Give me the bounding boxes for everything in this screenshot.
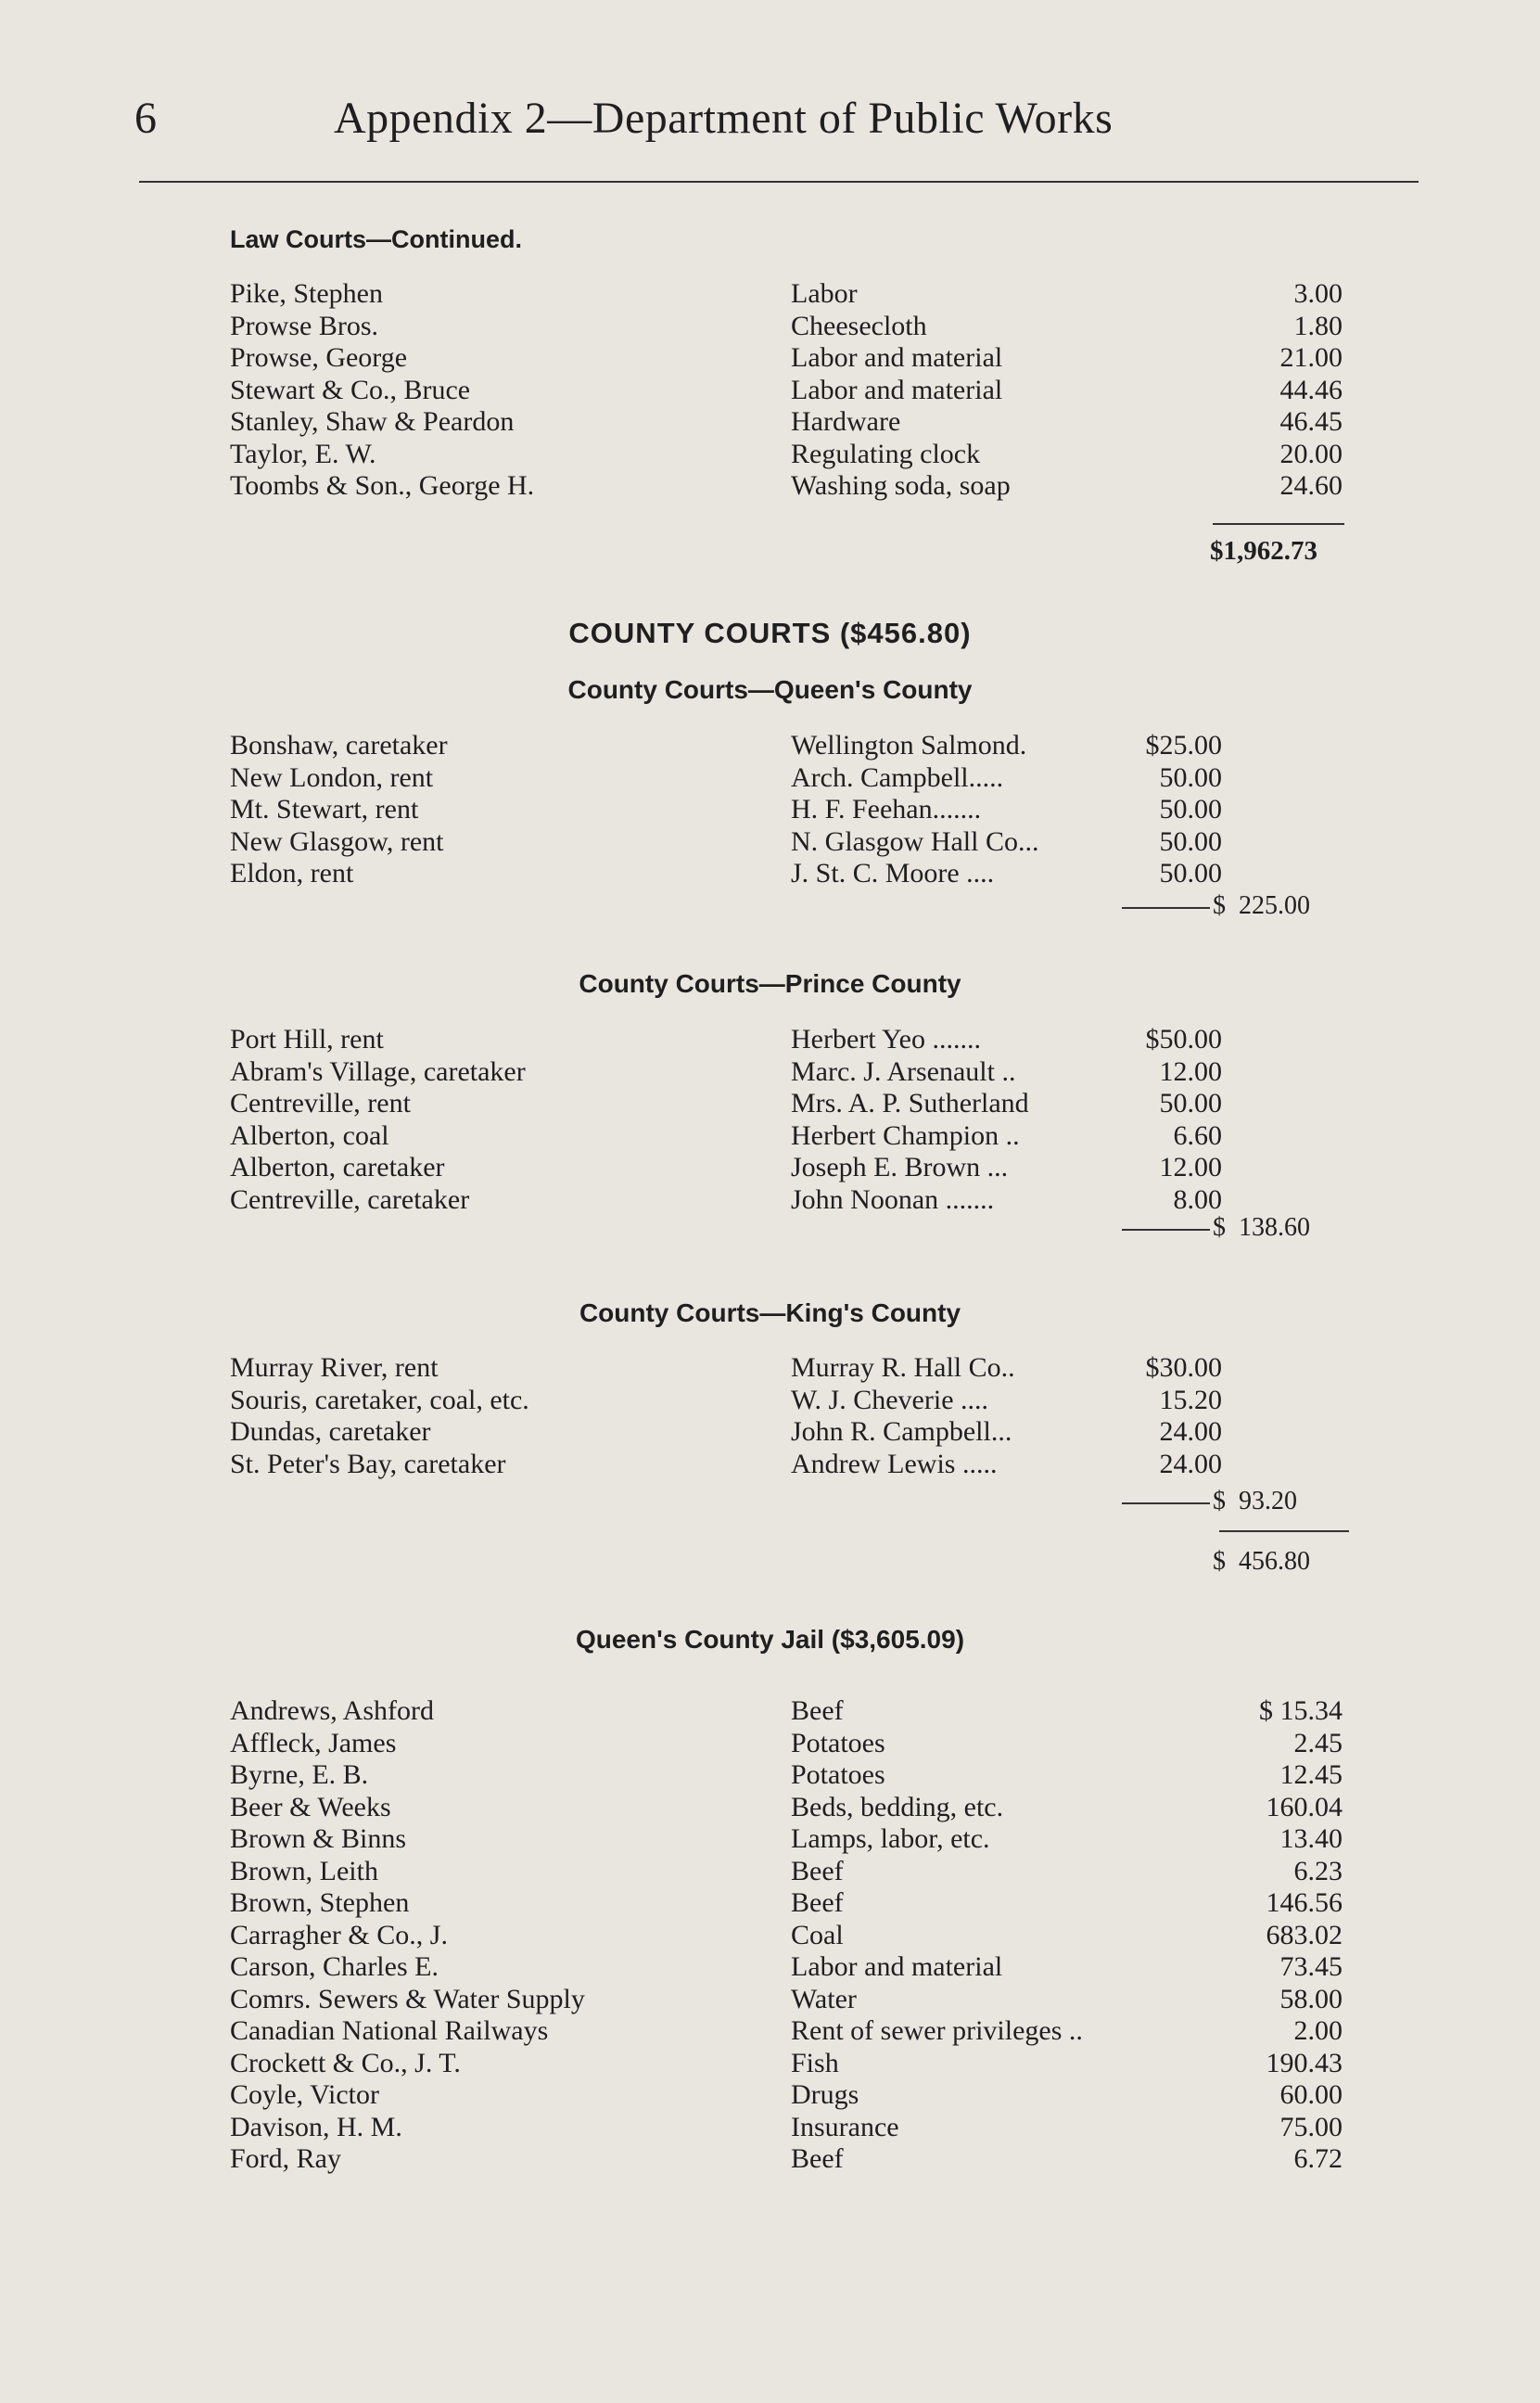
table-row bbox=[230, 1823, 1361, 1856]
table-row bbox=[230, 1024, 1361, 1056]
jail-heading: Queen's County Jail ($3,605.09) bbox=[575, 1625, 965, 1654]
table-row bbox=[230, 762, 1361, 795]
row-amount: 190.43 bbox=[1266, 2047, 1343, 2078]
row-name: Prowse, George bbox=[230, 342, 408, 373]
row-amount: 2.00 bbox=[1293, 2015, 1343, 2046]
row-name: Port Hill, rent bbox=[230, 1024, 384, 1055]
row-amount: 20.00 bbox=[1279, 438, 1343, 469]
table-row bbox=[230, 1385, 1361, 1417]
county-courts-total: $ 456.80 bbox=[1213, 1547, 1310, 1576]
table-row bbox=[230, 2079, 1361, 2112]
row-name: Toombs & Son., George H. bbox=[230, 470, 535, 501]
table-row bbox=[230, 1152, 1361, 1184]
row-payee: Herbert Champion .. bbox=[791, 1119, 1020, 1151]
table-row bbox=[230, 1951, 1361, 1984]
table-row bbox=[230, 1887, 1361, 1920]
row-name: Mt. Stewart, rent bbox=[230, 794, 419, 824]
row-description: Beef bbox=[791, 1887, 844, 1918]
row-payee: N. Glasgow Hall Co... bbox=[791, 825, 1039, 857]
row-name: St. Peter's Bay, caretaker bbox=[230, 1448, 506, 1479]
row-name: Pike, Stephen bbox=[230, 278, 383, 309]
queens-county-heading: County Courts—Queen's County bbox=[567, 675, 973, 704]
row-amount: 75.00 bbox=[1279, 2111, 1343, 2142]
row-description: Hardware bbox=[791, 406, 901, 437]
row-amount: 6.60 bbox=[1173, 1119, 1222, 1151]
table-row bbox=[230, 1184, 1361, 1217]
row-name: Carragher & Co., J. bbox=[230, 1919, 448, 1950]
table-row bbox=[230, 342, 1361, 375]
row-description: Labor bbox=[791, 278, 858, 309]
row-amount: 24.00 bbox=[1159, 1416, 1222, 1447]
row-name: Alberton, coal bbox=[230, 1119, 389, 1151]
table-row bbox=[230, 375, 1361, 407]
row-amount: 12.45 bbox=[1279, 1759, 1343, 1790]
queens-county-table bbox=[230, 730, 1361, 890]
row-name: Affleck, James bbox=[230, 1727, 397, 1758]
page-number: 6 bbox=[134, 94, 157, 143]
row-amount: 146.56 bbox=[1266, 1887, 1343, 1918]
row-amount: 60.00 bbox=[1279, 2079, 1343, 2110]
row-amount: 15.20 bbox=[1159, 1384, 1222, 1415]
row-description: Rent of sewer privileges .. bbox=[791, 2015, 1083, 2046]
table-row bbox=[230, 470, 1361, 503]
row-name: Crockett & Co., J. T. bbox=[230, 2047, 461, 2078]
row-amount: 12.00 bbox=[1159, 1152, 1222, 1182]
row-amount: 683.02 bbox=[1266, 1919, 1343, 1950]
row-description: Labor and material bbox=[791, 374, 1003, 405]
row-payee: Arch. Campbell..... bbox=[791, 761, 1004, 793]
row-amount: $25.00 bbox=[1145, 730, 1222, 761]
table-row bbox=[230, 2112, 1361, 2144]
row-description: Water bbox=[791, 1983, 857, 2014]
table-row bbox=[230, 1449, 1361, 1481]
row-name: Souris, caretaker, coal, etc. bbox=[230, 1384, 529, 1415]
row-amount: 6.23 bbox=[1293, 1855, 1343, 1886]
row-name: Bonshaw, caretaker bbox=[230, 730, 448, 761]
table-row bbox=[230, 2048, 1361, 2080]
row-name: Taylor, E. W. bbox=[230, 438, 376, 469]
row-payee: Wellington Salmond. bbox=[791, 730, 1027, 761]
row-payee: Murray R. Hall Co.. bbox=[791, 1352, 1015, 1383]
grand-total-rule bbox=[1219, 1530, 1349, 1532]
row-description: Beef bbox=[791, 1695, 844, 1726]
row-description: Lamps, labor, etc. bbox=[791, 1823, 990, 1854]
row-description: Washing soda, soap bbox=[791, 470, 1011, 501]
row-amount: 46.45 bbox=[1279, 406, 1343, 437]
total-rule bbox=[1213, 523, 1344, 525]
row-name: New Glasgow, rent bbox=[230, 825, 444, 857]
row-amount: $50.00 bbox=[1145, 1024, 1222, 1055]
row-payee: Joseph E. Brown ... bbox=[791, 1152, 1009, 1182]
row-amount: 24.60 bbox=[1279, 470, 1343, 501]
row-payee: Mrs. A. P. Sutherland bbox=[791, 1088, 1029, 1118]
law-courts-table bbox=[230, 278, 1361, 503]
row-name: New London, rent bbox=[230, 761, 434, 793]
table-row bbox=[230, 1728, 1361, 1760]
jail-table bbox=[230, 1695, 1361, 2176]
row-name: Andrews, Ashford bbox=[230, 1695, 434, 1726]
subtotal-rule bbox=[1122, 1502, 1210, 1504]
row-amount: 160.04 bbox=[1266, 1791, 1343, 1822]
row-payee: H. F. Feehan....... bbox=[791, 794, 982, 824]
row-name: Beer & Weeks bbox=[230, 1791, 391, 1822]
row-name: Abram's Village, caretaker bbox=[230, 1055, 526, 1087]
row-name: Centreville, rent bbox=[230, 1088, 411, 1118]
kings-county-heading: County Courts—King's County bbox=[579, 1298, 961, 1327]
table-row bbox=[230, 1984, 1361, 2016]
table-row bbox=[230, 311, 1361, 343]
row-description: Cheesecloth bbox=[791, 310, 927, 341]
row-amount: 73.45 bbox=[1279, 1951, 1343, 1982]
table-row bbox=[230, 439, 1361, 471]
row-payee: Andrew Lewis ..... bbox=[791, 1448, 998, 1479]
row-name: Brown, Leith bbox=[230, 1855, 378, 1886]
row-description: Regulating clock bbox=[791, 438, 981, 469]
row-description: Beef bbox=[791, 2143, 844, 2174]
row-name: Dundas, caretaker bbox=[230, 1416, 431, 1447]
table-row bbox=[230, 1088, 1361, 1120]
subtotal-rule bbox=[1122, 1229, 1210, 1231]
row-name: Carson, Charles E. bbox=[230, 1951, 439, 1982]
row-amount: 50.00 bbox=[1159, 1088, 1222, 1118]
row-name: Byrne, E. B. bbox=[230, 1759, 369, 1790]
row-name: Davison, H. M. bbox=[230, 2111, 402, 2142]
table-row bbox=[230, 406, 1361, 439]
row-description: Labor and material bbox=[791, 342, 1003, 373]
row-payee: J. St. C. Moore .... bbox=[791, 858, 995, 888]
table-row bbox=[230, 826, 1361, 859]
table-row bbox=[230, 2143, 1361, 2176]
row-name: Stanley, Shaw & Peardon bbox=[230, 406, 515, 437]
row-description: Fish bbox=[791, 2047, 839, 2078]
row-name: Stewart & Co., Bruce bbox=[230, 374, 471, 405]
table-row bbox=[230, 1352, 1361, 1385]
row-payee: Marc. J. Arsenault .. bbox=[791, 1055, 1016, 1087]
row-amount: 6.72 bbox=[1293, 2143, 1343, 2174]
table-row bbox=[230, 1856, 1361, 1888]
row-payee: W. J. Cheverie .... bbox=[791, 1384, 989, 1415]
table-row bbox=[230, 1792, 1361, 1824]
prince-county-table bbox=[230, 1024, 1361, 1216]
row-name: Murray River, rent bbox=[230, 1352, 439, 1383]
row-name: Canadian National Railways bbox=[230, 2015, 549, 2046]
row-description: Beds, bedding, etc. bbox=[791, 1791, 1004, 1822]
queens-subtotal: $ 225.00 bbox=[1213, 891, 1310, 920]
row-amount: 12.00 bbox=[1159, 1055, 1222, 1087]
row-amount: 8.00 bbox=[1173, 1183, 1222, 1215]
law-courts-heading: Law Courts—Continued. bbox=[230, 225, 522, 253]
row-description: Insurance bbox=[791, 2111, 899, 2142]
row-name: Prowse Bros. bbox=[230, 310, 379, 341]
row-amount: 50.00 bbox=[1159, 858, 1222, 888]
table-row bbox=[230, 1695, 1361, 1728]
table-row bbox=[230, 1920, 1361, 1952]
county-courts-heading: COUNTY COURTS ($456.80) bbox=[568, 617, 972, 649]
table-row bbox=[230, 1759, 1361, 1792]
row-amount: 13.40 bbox=[1279, 1823, 1343, 1854]
subtotal-rule bbox=[1122, 907, 1210, 909]
table-row bbox=[230, 278, 1361, 311]
table-row bbox=[230, 2015, 1361, 2048]
page-header bbox=[134, 93, 1405, 158]
row-name: Comrs. Sewers & Water Supply bbox=[230, 1983, 585, 2014]
table-row bbox=[230, 730, 1361, 762]
row-amount: 3.00 bbox=[1293, 278, 1343, 309]
row-description: Potatoes bbox=[791, 1759, 885, 1790]
table-row bbox=[230, 1416, 1361, 1449]
row-payee: Herbert Yeo ....... bbox=[791, 1024, 981, 1055]
prince-county-heading: County Courts—Prince County bbox=[579, 969, 961, 998]
row-amount: 50.00 bbox=[1159, 825, 1222, 857]
row-amount: 50.00 bbox=[1159, 761, 1222, 793]
row-amount: $ 15.34 bbox=[1259, 1695, 1343, 1726]
row-amount: $30.00 bbox=[1145, 1352, 1222, 1383]
row-amount: 50.00 bbox=[1159, 794, 1222, 824]
table-row bbox=[230, 858, 1361, 890]
row-amount: 44.46 bbox=[1279, 374, 1343, 405]
table-row bbox=[230, 794, 1361, 826]
kings-subtotal: $ 93.20 bbox=[1213, 1487, 1297, 1515]
table-row bbox=[230, 1120, 1361, 1153]
row-name: Brown, Stephen bbox=[230, 1887, 410, 1918]
row-description: Potatoes bbox=[791, 1727, 885, 1758]
law-courts-total: $1,962.73 bbox=[1210, 536, 1317, 566]
row-description: Beef bbox=[791, 1855, 844, 1886]
prince-subtotal: $ 138.60 bbox=[1213, 1213, 1310, 1242]
row-payee: John Noonan ....... bbox=[791, 1183, 995, 1215]
row-name: Brown & Binns bbox=[230, 1823, 407, 1854]
header-rule bbox=[139, 181, 1419, 183]
row-amount: 2.45 bbox=[1293, 1727, 1343, 1758]
row-amount: 58.00 bbox=[1279, 1983, 1343, 2014]
row-name: Eldon, rent bbox=[230, 858, 354, 888]
row-amount: 24.00 bbox=[1159, 1448, 1222, 1479]
row-payee: John R. Campbell... bbox=[791, 1416, 1012, 1447]
row-description: Coal bbox=[791, 1919, 844, 1950]
row-name: Ford, Ray bbox=[230, 2143, 341, 2174]
row-name: Coyle, Victor bbox=[230, 2079, 379, 2110]
row-amount: 1.80 bbox=[1293, 310, 1343, 341]
row-amount: 21.00 bbox=[1279, 342, 1343, 373]
running-title: Appendix 2—Department of Public Works bbox=[334, 94, 1114, 143]
row-description: Drugs bbox=[791, 2079, 859, 2110]
table-row bbox=[230, 1056, 1361, 1089]
row-name: Alberton, caretaker bbox=[230, 1152, 445, 1182]
row-name: Centreville, caretaker bbox=[230, 1183, 470, 1215]
kings-county-table bbox=[230, 1352, 1361, 1480]
row-description: Labor and material bbox=[791, 1951, 1003, 1982]
